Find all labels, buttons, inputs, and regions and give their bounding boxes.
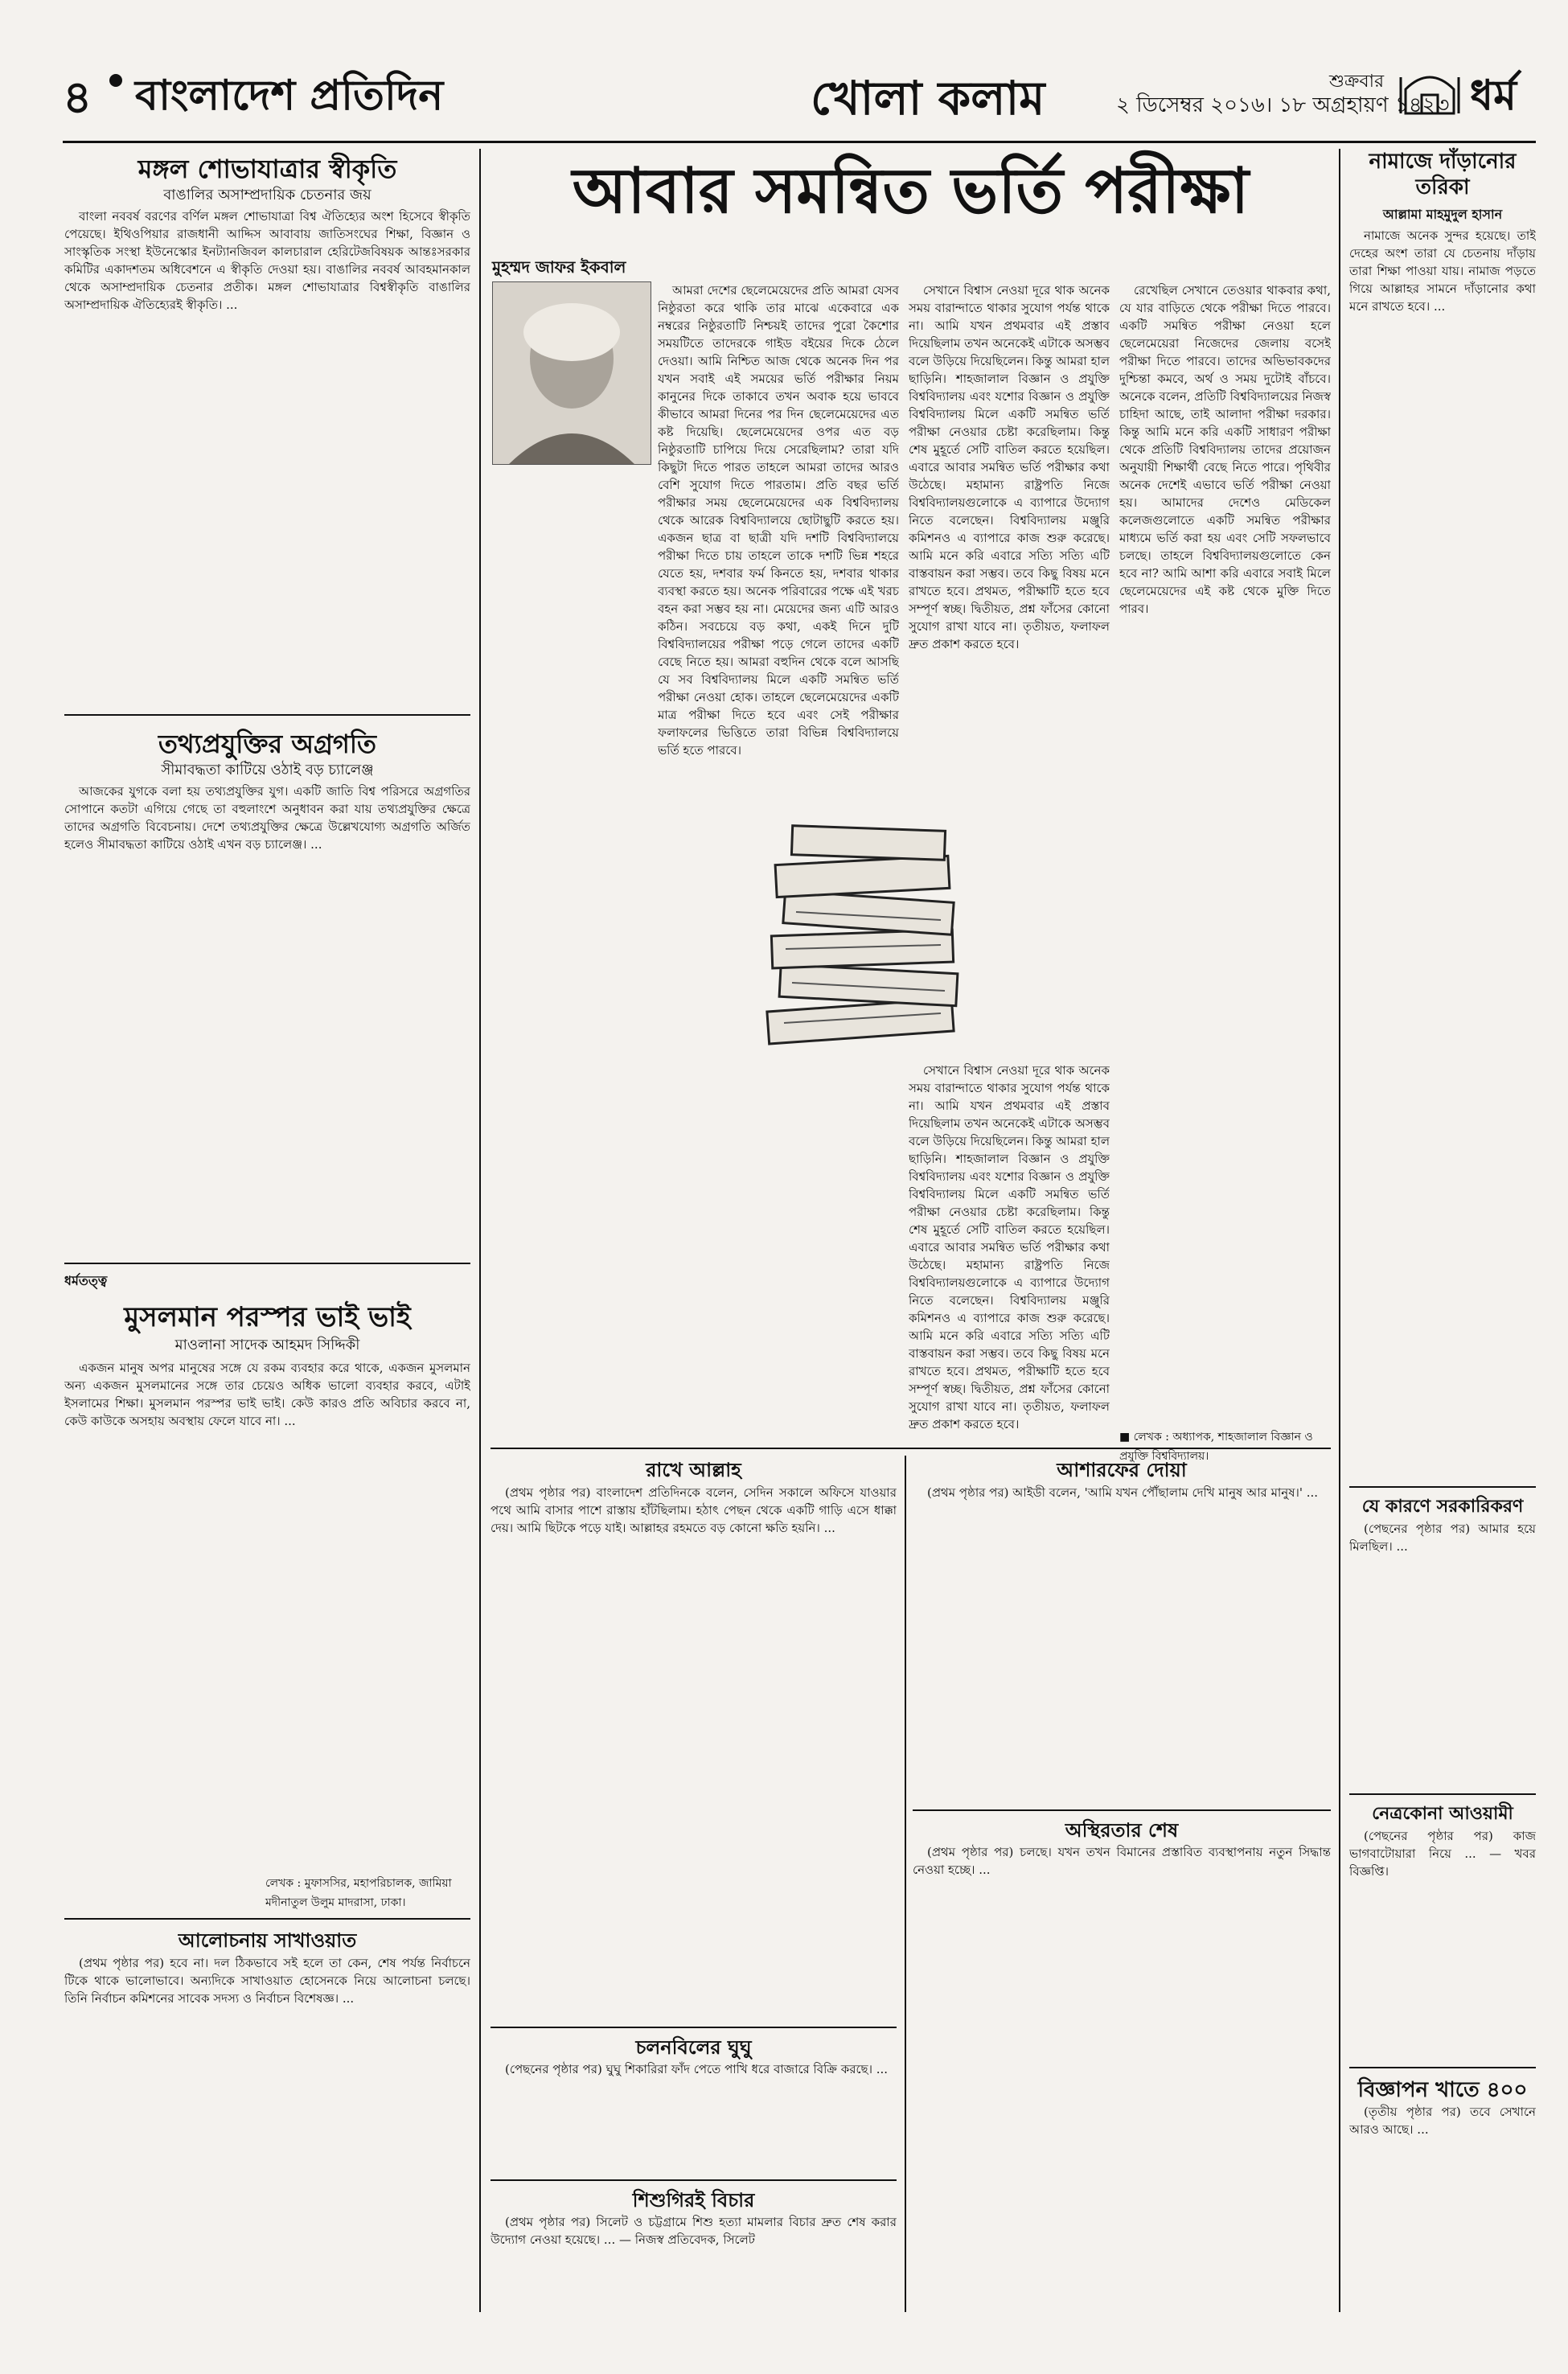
main-column-3 — [1119, 281, 1331, 1423]
article-divider — [1349, 2067, 1536, 2068]
article-divider — [64, 1263, 470, 1264]
main-writer-credit: ■ লেখক : অধ্যাপক, শাহজালাল বিজ্ঞান ও প্রযুক্তি বিশ্ববিদ্যালয়। — [1119, 1431, 1313, 1463]
story-title: বিজ্ঞাপন খাতে ৪০০ — [1357, 2078, 1528, 2102]
story-title: শিশুগিরই বিচার — [632, 2188, 755, 2212]
story-body — [491, 1484, 897, 2023]
article-paragraph: (প্রথম পৃষ্ঠার পর) বাংলাদেশ প্রতিদিনকে বলেন, সেদিন সকালে অফিসে যাওয়ার পথে আমি বাসার পাশে রাস্তায় হাঁটছিলাম। হঠাৎ পেছন থেকে একটি গাড়ি এসে ধাক্কা দেয়। আমি ছিটকে পড়ে যাই। আল্লাহর রহমতে বড় কোনো ক্ষতি হয়নি। ... — [491, 1485, 897, 1535]
story-body — [1349, 1520, 1536, 1785]
column-kicker: ধর্মতত্ত্ব — [64, 1273, 108, 1288]
story-title: রাখে আল্লাহ — [646, 1458, 741, 1481]
article-body — [64, 782, 470, 1257]
story-body — [491, 2060, 897, 2173]
article-title: নামাজে দাঁড়ানোর তরিকা — [1369, 150, 1517, 199]
story-title: আশারফের দোয়া — [1057, 1458, 1187, 1481]
article-divider — [913, 1809, 1331, 1811]
article-paragraph: (প্রথম পৃষ্ঠার পর) হবে না। দল ঠিকভাবে সই হলে তা কেন, শেষ পর্যন্ত নির্বাচনে টিকে থাকে ভালোভাবে। অন্যদিকে সাখাওয়াত হোসেনকে নিয়ে আলোচনা চলছে। তিনি নির্বাচন কমিশনের সাবেক সদস্য ও নির্বাচন বিশেষজ্ঞ। ... — [64, 1956, 470, 2006]
main-headline: আবার সমন্বিত ভর্তি পরীক্ষা — [572, 154, 1250, 228]
column-rule — [1339, 149, 1340, 2312]
issue-day: শুক্রবার — [1329, 72, 1385, 92]
article-title: মঙ্গল শোভাযাত্রার স্বীকৃতি — [138, 154, 397, 184]
article-paragraph: (তৃতীয় পৃষ্ঠার পর) তবে সেখানে আরও আছে। ... — [1349, 2105, 1536, 2137]
article-paragraph: (পেছনের পৃষ্ঠার পর) কাজ ভাগবাটোয়ারা নিয়ে ... — খবর বিজ্ঞপ্তি। — [1349, 1829, 1536, 1879]
paper-name: বাংলাদেশ প্রতিদিন — [135, 71, 444, 120]
section-name: খোলা কলাম — [811, 71, 1045, 125]
article-body — [64, 207, 470, 706]
article-paragraph: (প্রথম পৃষ্ঠার পর) সিলেট ও চট্টগ্রামে শিশু হত্যা মামলার বিচার দ্রুত শেষ করার উদ্যোগ নেওয়া হয়েছে। ... — নিজস্ব প্রতিবেদক, সিলেট — [491, 2215, 897, 2247]
story-title: যে কারণে সরকারিকরণ — [1361, 1496, 1524, 1517]
article-divider — [1349, 1486, 1536, 1488]
article-paragraph: রেখেছিল সেখানে তেওয়ার থাকবার কথা, যে যার বাড়িতে থেকে পরীক্ষা দিতে পারবে। একটি সমন্বিত পরীক্ষা নেওয়া হলে ছেলেমেয়েরা নিজেদের জেলায় বসেই পরীক্ষা দিতে পারবে। তাদের অভিভাবকদের দুশ্চিন্তা কমবে, অর্থ ও সময় দুটোই বাঁচবে। অনেকে বলেন, প্রতিটি বিশ্ববিদ্যালয়ের নিজস্ব চাহিদা আছে, তাই আলাদা পরীক্ষা দরকার। কিন্তু আমি মনে করি একটি সাধারণ পরীক্ষা থেকে প্রতিটি বিশ্ববিদ্যালয় তাদের প্রয়োজন অনুযায়ী শিক্ষার্থী বেছে নিতে পারে। পৃথিবীর অনেক দেশেই এভাবে ভর্তি পরীক্ষা নেওয়া হয়। আমাদের দেশেও মেডিকেল কলেজগুলোতে একটি সমন্বিত পরীক্ষার মাধ্যমে ভর্তি করা হয় এবং সেটি সফলভাবে চলছে। তাহলে বিশ্ববিদ্যালয়গুলোতে কেন হবে না? আমি আশা করি এবারে সবাই মিলে ছেলেমেয়েদের এই কষ্ট থেকে মুক্তি দিতে পারব। — [1119, 283, 1331, 616]
main-column-2b — [909, 1062, 1110, 1440]
bullet-dot-icon — [109, 74, 122, 87]
author-portrait-icon — [493, 282, 651, 464]
story-body — [1349, 1827, 1536, 2060]
story-body — [1349, 2103, 1536, 2308]
stacked-books-illustration — [736, 812, 1009, 1054]
article-author: আল্লামা মাহমুদুল হাসান — [1382, 207, 1503, 222]
article-paragraph: বাংলা নববর্ষ বরণের বর্ণিল মঙ্গল শোভাযাত্রা বিশ্ব ঐতিহ্যের অংশ হিসেবে স্বীকৃতি পেয়েছে। ইথিওপিয়ার রাজধানী আদ্দিস আবাবায় জাতিসংঘের শিক্ষা, বিজ্ঞান ও সাংস্কৃতিক সংস্থা ইউনেস্কোর ইনট্যানজিবল কালচারাল হেরিটেজবিষয়ক আন্তঃসরকার কমিটির একাদশতম অধিবেশনে এ স্বীকৃতি দেওয়া হয়। বাঙালির নববর্ষ আবহমানকাল থেকে অসাম্প্রদায়িক চেতনার প্রতীক। মঙ্গল শোভাযাত্রার বিশ্বস্বীকৃতি বাঙালির অসাম্প্রদায়িক ঐতিহ্যেরই স্বীকৃতি। ... — [64, 209, 470, 312]
article-paragraph: আমরা দেশের ছেলেমেয়েদের প্রতি আমরা যেসব নিষ্ঠুরতা করে থাকি তার মাঝে একেবারে এক নম্বরের নিষ্ঠুরতাটি নিশ্চয়ই তাদের পুরো কৈশোর সময়টিতে তাদেরকে গাইড বইয়ের দিকে ঠেলে দেওয়া। আমি নিশ্চিত আজ থেকে অনেক দিন পর যখন সবাই এই সময়ের ভর্তি পরীক্ষার নিয়ম কানুনের দিকে তাকাবে তখন অবাক হয়ে ভাববে কীভাবে আমরা দিনের পর দিন ছেলেমেয়েদের এত কষ্ট দিয়েছি। ছেলেমেয়েদের ওপর এত বড় নিষ্ঠুরতাটি চাপিয়ে দিয়ে সেরেছিলাম? তারা যদি কিছুটা দিতে পারত তাহলে আমরা তাদের আরও বেশি সুযোগ দিতে পারতাম। প্রতি বছর ভর্তি পরীক্ষার সময় ছেলেমেয়েদের এক বিশ্ববিদ্যালয় থেকে আরেক বিশ্ববিদ্যালয়ে ছোটাছুটি করতে হয়। একজন ছাত্র বা ছাত্রী যদি দশটি বিশ্ববিদ্যালয়ে পরীক্ষা দিতে চায় তাহলে তাকে দশটি ভিন্ন শহরে যেতে হয়, দশবার ফর্ম কিনতে হয়, দশবার থাকার ব্যবস্থা করতে হয়। অনেক পরিবারের পক্ষে এই খরচ বহন করা সম্ভব হয় না। মেয়েদের জন্য এটি আরও কঠিন। সবচেয়ে বড় কথা, একই দিনে দুটি বিশ্ববিদ্যালয়ের পরীক্ষা পড়ে গেলে তাদের একটি বেছে নিতে হয়। আমরা বহুদিন থেকে বলে আসছি যে সব বিশ্ববিদ্যালয় মিলে একটি সমন্বিত ভর্তি পরীক্ষা নেওয়া হোক। তাহলে ছেলেমেয়েদের একটি মাত্র পরীক্ষা দিতে হবে এবং সেই পরীক্ষার ফলাফলের ভিত্তিতে তারা বিভিন্ন বিশ্ববিদ্যালয়ে ভর্তি হতে পারবে। — [658, 283, 899, 758]
masthead — [63, 56, 1536, 143]
article-paragraph: সেখানে বিশ্বাস নেওয়া দূরে থাক অনেক সময় বারান্দাতে থাকার সুযোগ পর্যন্ত থাকে না। আমি যখন প্রথমবার এই প্রস্তাব দিয়েছিলাম তখন অনেকেই এটাকে অসম্ভব বলে উড়িয়ে দিয়েছিলেন। কিন্তু আমরা হাল ছাড়িনি। শাহজালাল বিজ্ঞান ও প্রযুক্তি বিশ্ববিদ্যালয় এবং যশোর বিজ্ঞান ও প্রযুক্তি বিশ্ববিদ্যালয় মিলে একটি সমন্বিত ভর্তি পরীক্ষা নেওয়ার চেষ্টা করেছিলাম। কিন্তু শেষ মুহূর্তে সেটি বাতিল করতে হয়েছিল। এবারে আবার সমন্বিত ভর্তি পরীক্ষার কথা উঠেছে। মহামান্য রাষ্ট্রপতি নিজে বিশ্ববিদ্যালয়গুলোকে এ ব্যাপারে উদ্যোগ নিতে বলেছেন। বিশ্ববিদ্যালয় মঞ্জুরি কমিশনও এ ব্যাপারে কাজ শুরু করেছে। আমি মনে করি এবারে সত্যি সত্যি এটি বাস্তবায়ন করা সম্ভব। তবে কিছু বিষয় মনে রাখতে হবে। প্রথমত, পরীক্ষাটি হতে হবে সম্পূর্ণ স্বচ্ছ। দ্বিতীয়ত, প্রশ্ন ফাঁসের কোনো সুযোগ রাখা যাবে না। তৃতীয়ত, ফলাফল দ্রুত প্রকাশ করতে হবে। — [909, 283, 1110, 651]
story-title: চলনবিলের ঘুঘু — [635, 2035, 752, 2059]
article-divider — [64, 714, 470, 716]
article-paragraph: আজকের যুগকে বলা হয় তথ্যপ্রযুক্তির যুগ। একটি জাতি বিশ্ব পরিসরে অগ্রগতির সোপানে কতটা এগিয়ে গেছে তা বহুলাংশে অনুধাবন করা যায় তথ্যপ্রযুক্তির ক্ষেত্রে তাদের অগ্রগতি বিবেচনায়। দেশে তথ্যপ্রযুক্তির ক্ষেত্রে উল্লেখযোগ্য অগ্রগতি অর্জিত হলেও সীমাবদ্ধতা কাটিয়ে ওঠাই এখন বড় চ্যালেঞ্জ। ... — [64, 784, 470, 852]
article-body — [64, 1359, 470, 1858]
issue-date: ২ ডিসেম্বর ২০১৬। ১৮ অগ্রহায়ণ ১৪২৩ — [1116, 93, 1450, 117]
article-title: তথ্যপ্রযুক্তির অগ্রগতি — [158, 729, 377, 759]
article-divider — [491, 1448, 1331, 1449]
column-rule — [905, 1456, 906, 2312]
story-body — [491, 2213, 897, 2310]
article-paragraph: (পেছনের পৃষ্ঠার পর) ঘুঘু শিকারিরা ফাঁদ পেতে পাখি ধরে বাজারে বিক্রি করছে। ... — [505, 2062, 889, 2076]
article-paragraph: সেখানে বিশ্বাস নেওয়া দূরে থাক অনেক সময় বারান্দাতে থাকার সুযোগ পর্যন্ত থাকে না। আমি যখন প্রথমবার এই প্রস্তাব দিয়েছিলাম তখন অনেকেই এটাকে অসম্ভব বলে উড়িয়ে দিয়েছিলেন। কিন্তু আমরা হাল ছাড়িনি। শাহজালাল বিজ্ঞান ও প্রযুক্তি বিশ্ববিদ্যালয় এবং যশোর বিজ্ঞান ও প্রযুক্তি বিশ্ববিদ্যালয় মিলে একটি সমন্বিত ভর্তি পরীক্ষা নেওয়ার চেষ্টা করেছিলাম। কিন্তু শেষ মুহূর্তে সেটি বাতিল করতে হয়েছিল। এবারে আবার সমন্বিত ভর্তি পরীক্ষার কথা উঠেছে। মহামান্য রাষ্ট্রপতি নিজে বিশ্ববিদ্যালয়গুলোকে এ ব্যাপারে উদ্যোগ নিতে বলেছেন। বিশ্ববিদ্যালয় মঞ্জুরি কমিশনও এ ব্যাপারে কাজ শুরু করেছে। আমি মনে করি এবারে সত্যি সত্যি এটি বাস্তবায়ন করা সম্ভব। তবে কিছু বিষয় মনে রাখতে হবে। প্রথমত, পরীক্ষাটি হতে হবে সম্পূর্ণ স্বচ্ছ। দ্বিতীয়ত, প্রশ্ন ফাঁসের কোনো সুযোগ রাখা যাবে না। তৃতীয়ত, ফলাফল দ্রুত প্রকাশ করতে হবে। — [909, 1063, 1110, 1431]
article-divider — [1349, 1793, 1536, 1795]
article-divider — [64, 1918, 470, 1920]
article-title: মুসলমান পরস্পর ভাই ভাই — [124, 1301, 411, 1333]
story-body — [913, 1484, 1331, 1805]
page-number: ৪ — [63, 71, 92, 124]
article-paragraph: নামাজে অনেক সুন্দর হয়েছে। তাই দেহের অংশ তারা যে চেতনায় দাঁড়ায় তারা শিক্ষা পাওয়া যায়। নামাজ পড়তে গিয়ে আল্লাহর সামনে দাঁড়ানোর কথা মনে রাখতে হবে। ... — [1349, 228, 1536, 314]
column-rule — [479, 149, 481, 2312]
article-body — [64, 1954, 470, 2308]
religion-section-name: ধর্ম — [1470, 71, 1517, 120]
article-author: মাওলানা সাদেক আহমদ সিদ্দিকী — [174, 1337, 360, 1353]
article-paragraph: একজন মানুষ অপর মানুষের সঙ্গে যে রকম ব্যবহার করে থাকে, একজন মুসলমান অন্য একজন মুসলমানের সঙ্গে তার চেয়েও অধিক ভালো ব্যবহার করবে, এটাই ইসলামের শিক্ষা। মুসলমান পরস্পর ভাই ভাই। কেউ কারও প্রতি অবিচার করবে না, কেউ কাউকে অসহায় অবস্থায় ফেলে যাবে না। ... — [64, 1361, 470, 1428]
writer-credit: লেখক : মুফাসসির, মহাপরিচালক, জামিয়া মদীনাতুল উলুম মাদরাসা, ঢাকা। — [265, 1877, 452, 1909]
author-photo — [492, 281, 651, 465]
main-column-2 — [909, 281, 1110, 844]
article-subtitle: বাঙালির অসাম্প্রদায়িক চেতনার জয় — [163, 187, 371, 203]
article-paragraph: (পেছনের পৃষ্ঠার পর) আমার হয়ে মিলছিল। ... — [1349, 1522, 1536, 1554]
story-title: নেত্রকোনা আওয়ামী — [1372, 1803, 1513, 1824]
main-author: মুহম্মদ জাফর ইকবাল — [492, 257, 626, 277]
article-divider — [491, 2027, 897, 2028]
story-title: অস্থিরতার শেষ — [1065, 1818, 1179, 1842]
article-title: আলোচনায় সাখাওয়াত — [178, 1928, 357, 1952]
article-paragraph: (প্রথম পৃষ্ঠার পর) চলছে। যখন তখন বিমানের প্রস্তাবিত ব্যবস্থাপনায় নতুন সিদ্ধান্ত নেওয়া হচ্ছে। ... — [913, 1845, 1331, 1877]
article-divider — [491, 2179, 897, 2181]
article-subtitle: সীমাবদ্ধতা কাটিয়ে ওঠাই বড় চ্যালেঞ্জ — [161, 762, 374, 778]
article-paragraph: (প্রথম পৃষ্ঠার পর) আইডী বলেন, 'আমি যখন পৌঁছালাম দেখি মানুষ আর মানুষ।' ... — [927, 1485, 1319, 1500]
story-body — [913, 1843, 1331, 2310]
article-body — [1349, 227, 1536, 1481]
mosque-icon — [1398, 61, 1462, 117]
